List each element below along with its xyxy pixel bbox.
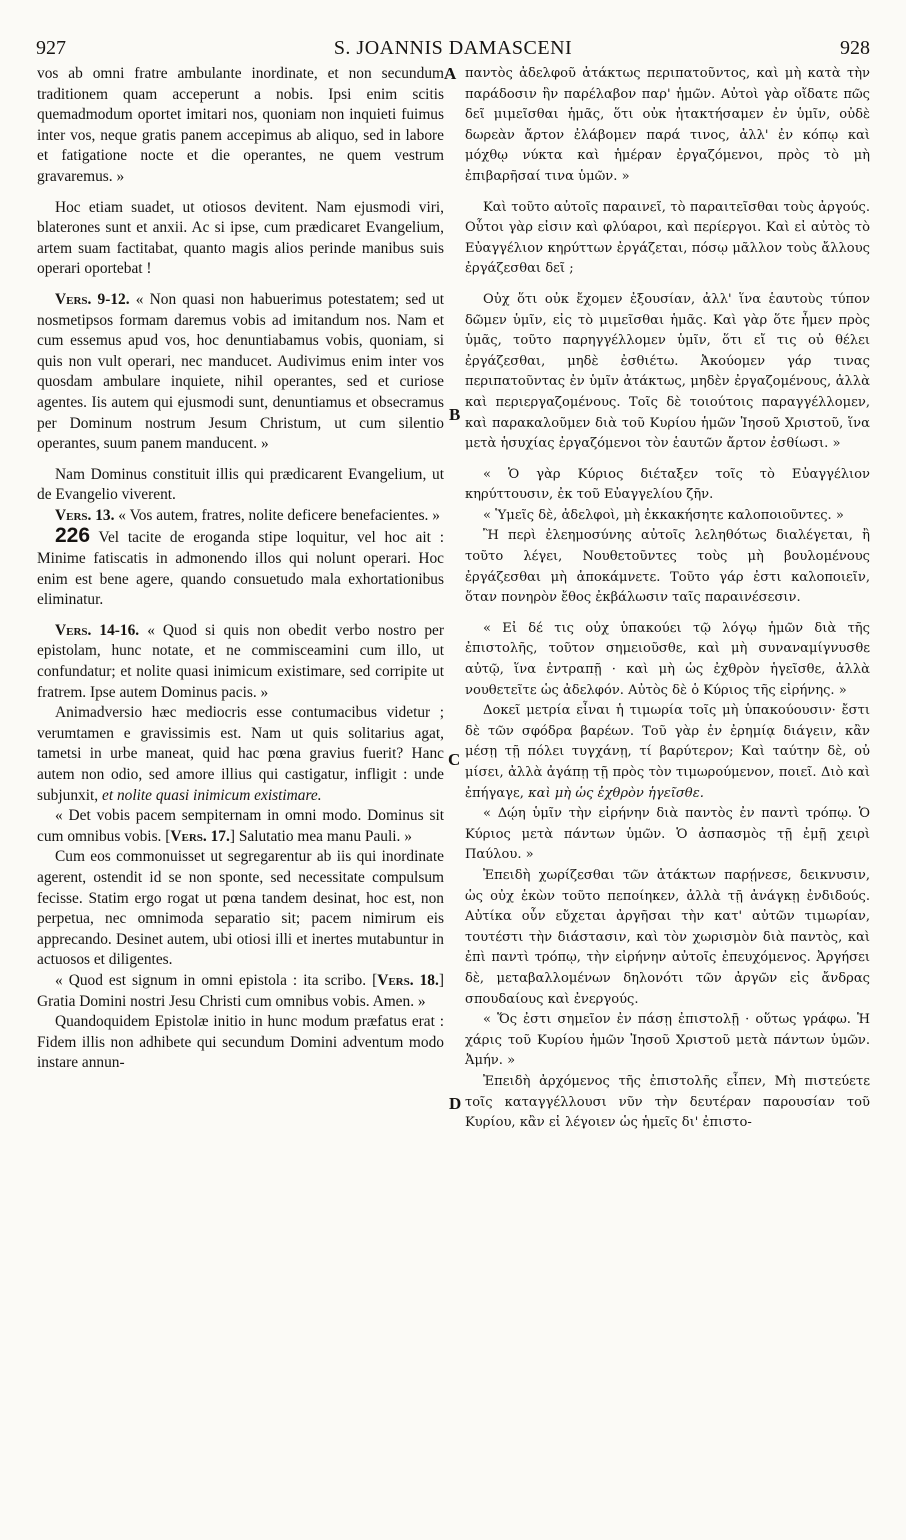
- section-number: 226: [55, 524, 91, 548]
- greek-paragraph: « Εἰ δέ τις οὐχ ὑπακούει τῷ λόγῳ ἡμῶν διὰ τῆς ἐπιστολῆς, τοῦτον σημειοῦσθε, καὶ μὴ συναναμίγνυσθε αὐτῷ, ἵνα ἐντραπῇ · καὶ μὴ ὡς ἐχθρὸν ἡγεῖσθε, ἀλλὰ νουθετεῖτε ὡς ἀδελφόν. Αὐτὸς δὲ ὁ Κύριος τῆς εἰρήνης. »: [465, 620, 870, 698]
- verse-label: Vers. 9-12.: [55, 290, 130, 308]
- greek-paragraph: [465, 701, 870, 804]
- latin-paragraph: [37, 971, 444, 1012]
- latin-paragraph: Cum eos commonuisset ut segregarentur ab iis qui inordinate agerent, ostendit id se non sponte, sed necessitate compulsum fecisse. Statim ergo rogat ut pœna tandem desinat, hoc est, non perpetua, nec omnimoda separatio sit; pacem nimirum eis apprecando. Desinet autem, ubi otiosi illi et inertes mutabuntur in actuosos et diligentes.: [37, 848, 444, 969]
- verse-label: Vers. 14-16.: [55, 621, 140, 639]
- latin-paragraph: [37, 703, 444, 806]
- greek-column: [465, 64, 870, 1134]
- page-number-left: 927: [36, 37, 66, 59]
- paragraph-text: ] Gratia Domini nostri Jesu Christi cum omnibus vobis. Amen. »: [37, 971, 444, 1010]
- greek-paragraph: Ἐπειδὴ χωρίζεσθαι τῶν ἀτάκτων παρῄνεσε, δεικνυσιν, ὡς οὐχ ἑκὼν τοῦτο πεποίηκεν, ἀλλὰ τῇ ἀνάγκῃ ἐνδιδούς. Αὐτίκα οὖν εὔχεται ἀργῆσαι τὴν κατ' αὐτῶν τιμωρίαν, τουτέστι τὴν διάστασιν, καὶ τὸν χωρισμὸν διὰ παντὸς, καὶ ἐπὶ παντὶ τρόπῳ, τὴν εἰρήνην αὐτοῖς ἐπευχόμενος. Ἀργήσει δὲ, μεταβαλλομένων δηλονότι τῶν ἀργῶν εἰς ἄνδρας σπουδαίους καὶ ἐνεργούς.: [465, 867, 870, 1007]
- section-marker-b: B: [449, 405, 461, 424]
- paragraph-text: Animadversio hæc mediocris esse contumacibus videtur ; verumtamen e gravissimis est. Nam ut quis solitarius agat, tametsi in urbe maneat, quid hac pœna gravius fuerit? Hanc autem non odio, sed amore illius qui castigatur, infligit : unde subjunxit,: [37, 704, 444, 804]
- latin-paragraph: Nam Dominus constituit illis qui prædicarent Evangelium, ut de Evangelio viverent.: [37, 465, 444, 504]
- verse-label: Vers. 17.: [170, 827, 230, 845]
- latin-paragraph: [37, 526, 444, 610]
- latin-paragraph: [37, 506, 444, 527]
- greek-paragraph: Οὐχ ὅτι οὐκ ἔχομεν ἐξουσίαν, ἀλλ' ἵνα ἑαυτοὺς τύπον δῶμεν ὑμῖν, εἰς τὸ μιμεῖσθαι ἡμᾶς. Καὶ γὰρ ὅτε ἦμεν πρὸς ὑμᾶς, τοῦτο παρηγγέλλομεν ὑμῖν, ὅτι εἴ τις οὐ θέλει ἐργάζεσθαι, μηδὲ ἐσθιέτω. Ἀκούομεν γάρ τινας περιπατοῦντας ἐν ὑμῖν ἀτάκτως, μηδὲν ἐργαζομένους, ἀλλὰ καὶ περιεργαζομένους. Τοῖς δὲ τοιούτοις παραγγέλλομεν, καὶ παρακαλοῦμεν διὰ τοῦ Κυρίου ἡμῶν Ἰησοῦ Χριστοῦ, ἵνα μετὰ ἡσυχίας ἐργαζόμενοι τὸν ἑαυτῶν ἄρτον ἐσθίωσι. »: [465, 291, 870, 452]
- paragraph-text: Δοκεῖ μετρία εἶναι ἡ τιμωρία τοῖς μὴ ὑπακούουσιν· ἔστι δὲ τῶν σφόδρα βαρέων. Τοῦ γὰρ ἐν ἐρημίᾳ διάγειν, κἂν μέσῃ τῇ πόλει τυγχάνῃ, τί βαρύτερον; Καὶ ταύτην δὲ, οὐ μίσει, ἀλλὰ ἀγάπῃ τῇ πρὸς τὸν τιμωρούμενον, ποιεῖ. Διὸ καὶ ἐπήγαγε,: [465, 703, 870, 801]
- verse-text: « Vos autem, fratres, nolite deficere benefacientes. »: [114, 506, 440, 524]
- verse-label: Vers. 13.: [55, 506, 115, 524]
- greek-paragraph: « Ὁ γὰρ Κύριος διέταξεν τοῖς τὸ Εὐαγγέλιον κηρύττουσιν, ἐκ τοῦ Εὐαγγελίου ζῆν.: [465, 466, 870, 503]
- verse-text: « Quod si quis non obedit verbo nostro per epistolam, hunc notate, et ne commisceamini cum illo, ut confundatur; et nolite quasi inimicum existimare, sed corripite ut fratrem. Ipse autem Dominus pacis. »: [37, 621, 445, 701]
- verse-label: Vers. 18.: [377, 971, 439, 989]
- latin-paragraph: [37, 290, 444, 455]
- greek-paragraph: Καὶ τοῦτο αὐτοῖς παραινεῖ, τὸ παραιτεῖσθαι τοὺς ἀργούς. Οὗτοι γὰρ εἰσιν καὶ φλύαροι, καὶ περίεργοι. Καὶ εἰ αὐτὸς τὸ Εὐαγγέλιον κηρύττων ἐργάζεται, πόσῳ μᾶλλον τοὺς ἄλλους ἐργάζεσθαι δεῖ ;: [465, 199, 870, 277]
- paragraph-text: « Quod est signum in omni epistola : ita scribo. [: [55, 971, 378, 989]
- greek-paragraph: Ἐπειδὴ ἀρχόμενος τῆς ἐπιστολῆς εἶπεν, Μὴ πιστεύετε τοῖς καταγγέλλουσι νῦν τὴν δευτέραν παρουσίαν τοῦ Κυρίου, κἂν εἰ λέγοιεν ὡς ἡμεῖς δι' ἐπιστο-: [465, 1073, 870, 1131]
- latin-paragraph: vos ab omni fratre ambulante inordinate, et non secundum traditionem quam acceperunt a nobis. Ipsi enim scitis quemadmodum oportet imitari nos, quoniam non inquieti fuimus inter vos, neque gratis panem accepimus ab aliquo, sed in labore et fatigatione nocte et die operantes, ne quem vestrum gravaremus. »: [37, 65, 444, 185]
- paragraph-text: « Det vobis pacem sempiternam in omni modo. Dominus sit cum omnibus vobis. [: [37, 807, 444, 845]
- latin-paragraph: [37, 621, 444, 703]
- italic-quote: καὶ μὴ ὡς ἐχθρὸν ἡγεῖσθε.: [528, 785, 704, 801]
- section-marker-c: C: [448, 750, 461, 769]
- paragraph-text: Vel tacite de eroganda stipe loquitur, vel hoc ait : Minime fatiscatis in admonendo illos qui nolunt operari. Hoc enim est bene agere, quando consuetudo mala exhortationibus eliminatur.: [37, 529, 444, 609]
- latin-paragraph: Quandoquidem Epistolæ initio in hunc modum præfatus erat : Fidem illis non adhibete qui secundum Domini adventum modo instare annun-: [37, 1013, 444, 1072]
- latin-paragraph: Hoc etiam suadet, ut otiosos devitent. Nam ejusmodi viri, blaterones sunt et anxii. Ac si ipse, cum prædicaret Evangelium, artem suam factitabat, quanto magis alios perinde manibus suis operari oportebat !: [37, 198, 444, 278]
- paragraph-text: ] Salutatio mea manu Pauli. »: [229, 827, 412, 845]
- greek-paragraph: « Ὑμεῖς δὲ, ἀδελφοὶ, μὴ ἐκκακήσητε καλοποιοῦντες. »: [483, 507, 844, 523]
- latin-paragraph: [37, 806, 444, 847]
- latin-column: [37, 64, 444, 1074]
- greek-paragraph: « Ὅς ἐστι σημεῖον ἐν πάσῃ ἐπιστολῇ · οὕτως γράφω. Ἡ χάρις τοῦ Κυρίου ἡμῶν Ἰησοῦ Χριστοῦ μετὰ πάντων ὑμῶν. Ἀμήν. »: [465, 1012, 870, 1069]
- page-number-right: 928: [840, 37, 870, 59]
- verse-text: « Non quasi non habuerimus potestatem; sed ut nosmetipsos formam daremus vobis ad imitandum nos. Nam et cum essemus apud vos, hoc denuntiabamus vobis, quoniam, si quis non vult operari, nec manducet. Audivimus enim inter vos quosdam ambulare inquiete, nihil operantes, sed et curiose agentes. Iis autem qui ejusmodi sunt, denuntiamus et obsecramus per Dominum nostrum Jesum Christum, ut cum silentio operantes, suum panem manducent. »: [37, 290, 444, 453]
- running-title: S. JOANNIS DAMASCENI: [333, 37, 573, 59]
- greek-paragraph: παντὸς ἀδελφοῦ ἀτάκτως περιπατοῦντος, καὶ μὴ κατὰ τὴν παράδοσιν ἣν παρέλαβον παρ' ἡμῶν. Αὐτοὶ γὰρ οἴδατε πῶς δεῖ μιμεῖσθαι ἡμᾶς, ὅτι οὐκ ἠτακτήσαμεν ἐν ὑμῖν, οὐδὲ δωρεὰν ἄρτον ἐλάβομεν παρά τινος, ἀλλ' ἐν κόπῳ καὶ μόχθῳ νύκτα καὶ ἡμέραν ἐργαζόμενοι, πρὸς τὸ μὴ ἐπιβαρῆσαί τινα ὑμῶν. »: [465, 66, 870, 184]
- running-head: [36, 34, 870, 62]
- greek-paragraph: Ἢ περὶ ἐλεημοσύνης αὐτοῖς λεληθότως διαλέγεται, ἢ τοῦτο λέγει, Νουθετοῦντες τοὺς μὴ βουλομένους ἐργάζεσθαι μὴ ἀποκάμνετε. Τοῦτο γάρ ἐστι καλοποιεῖν, ὅταν πονηρὸν ἔθος ἐκβάλωσιν ταῖς παραινέσεσιν.: [465, 528, 870, 606]
- section-marker-a: A: [444, 64, 457, 83]
- section-marker-d: D: [449, 1094, 462, 1113]
- italic-quote: et nolite quasi inimicum existimare.: [102, 786, 322, 804]
- greek-paragraph: « Δῴη ὑμῖν τὴν εἰρήνην διὰ παντὸς ἐν παντὶ τρόπῳ. Ὁ Κύριος μετὰ πάντων ὑμῶν. Ὁ ἀσπασμὸς τῇ ἐμῇ χειρὶ Παύλου. »: [465, 806, 870, 863]
